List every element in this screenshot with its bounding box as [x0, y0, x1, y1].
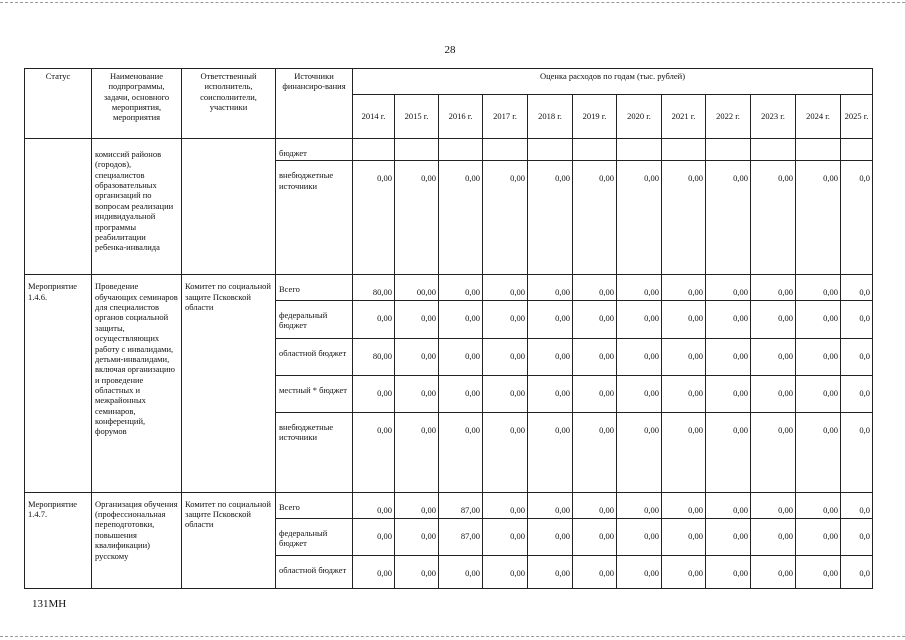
year-value-cell: 0,00: [662, 518, 706, 555]
year-value-cell: 0,00: [617, 161, 662, 275]
header-name: Наименование подпрограммы, задачи, основного мероприятия, мероприятия: [92, 69, 182, 139]
year-value-cell: 0,0: [841, 555, 873, 588]
year-value-cell: 0,00: [706, 275, 751, 300]
row-funding-source: Всего: [276, 275, 353, 300]
year-value-cell: 0,00: [395, 518, 439, 555]
year-value-cell: 0,00: [439, 412, 483, 492]
year-value-cell: 0,00: [528, 338, 573, 375]
year-value-cell: 0,00: [395, 492, 439, 518]
year-value-cell: 0,00: [617, 412, 662, 492]
row-status: Мероприятие 1.4.7.: [25, 492, 92, 588]
row-status: Мероприятие 1.4.6.: [25, 275, 92, 492]
year-value-cell: 0,00: [617, 275, 662, 300]
row-activity-name: Проведение обучающих семинаров для специалистов органов социальной защиты, осуществляющих работу с инвалидами, детьми-инвалидами, включая организацию и проведение областных и межрайонных семинаров, конференций, форумов: [92, 275, 182, 492]
year-value-cell: 0,00: [483, 338, 528, 375]
row-activity-name: Организация обучения (профессиональная переподготовки, повышения квалификации) русскому: [92, 492, 182, 588]
year-value-cell: 0,00: [662, 492, 706, 518]
year-value-cell: 0,00: [796, 338, 841, 375]
year-value-cell: 0,00: [528, 518, 573, 555]
year-value-cell: 0,00: [395, 412, 439, 492]
year-value-cell: 0,00: [528, 161, 573, 275]
year-value-cell: 0,00: [796, 375, 841, 412]
year-value-cell: 0,0: [841, 161, 873, 275]
row-responsible: Комитет по социальной защите Псковской области: [182, 275, 276, 492]
table-row: [25, 275, 873, 300]
year-value-cell: 0,00: [353, 412, 395, 492]
year-value-cell: 00,00: [395, 275, 439, 300]
year-value-cell: 0,00: [617, 492, 662, 518]
row-activity-name: комиссий районов (городов), специалистов образовательных организаций по вопросам реализации индивидуальной программы реабилитации ребенка-инвалида: [92, 139, 182, 275]
year-value-cell: [483, 139, 528, 161]
year-value-cell: 0,00: [751, 412, 796, 492]
year-value-cell: 0,00: [796, 161, 841, 275]
year-value-cell: 0,00: [751, 555, 796, 588]
row-funding-source: местный * бюджет: [276, 375, 353, 412]
scan-top-edge: [0, 2, 905, 3]
year-value-cell: 0,00: [796, 300, 841, 338]
year-value-cell: 0,00: [439, 555, 483, 588]
scan-bottom-edge: [0, 636, 905, 637]
year-value-cell: 0,00: [617, 375, 662, 412]
year-value-cell: 0,00: [617, 300, 662, 338]
year-value-cell: 87,00: [439, 518, 483, 555]
row-funding-source: федеральный бюджет: [276, 518, 353, 555]
year-value-cell: 0,00: [395, 338, 439, 375]
row-responsible: Комитет по социальной защите Псковской области: [182, 492, 276, 588]
year-value-cell: 0,00: [483, 412, 528, 492]
year-value-cell: 0,00: [439, 300, 483, 338]
year-value-cell: 80,00: [353, 338, 395, 375]
year-value-cell: 0,00: [751, 275, 796, 300]
year-value-cell: 0,00: [483, 555, 528, 588]
year-value-cell: 0,0: [841, 275, 873, 300]
year-value-cell: 0,00: [353, 518, 395, 555]
year-value-cell: [617, 139, 662, 161]
page-number: 28: [444, 44, 456, 56]
year-value-cell: 0,00: [573, 555, 617, 588]
year-header: 2018 г.: [528, 95, 573, 139]
year-value-cell: 0,00: [662, 555, 706, 588]
year-value-cell: [706, 139, 751, 161]
year-header: 2021 г.: [662, 95, 706, 139]
year-value-cell: 0,00: [528, 375, 573, 412]
year-value-cell: 0,00: [353, 375, 395, 412]
year-value-cell: 0,00: [662, 375, 706, 412]
year-value-cell: 0,00: [353, 492, 395, 518]
year-value-cell: 0,00: [395, 555, 439, 588]
year-value-cell: 0,00: [706, 161, 751, 275]
year-value-cell: 0,00: [353, 161, 395, 275]
year-value-cell: 0,00: [573, 275, 617, 300]
table-body: [25, 139, 873, 589]
year-value-cell: 0,00: [706, 518, 751, 555]
year-header: 2020 г.: [617, 95, 662, 139]
row-funding-source: Всего: [276, 492, 353, 518]
year-value-cell: 0,00: [573, 300, 617, 338]
year-value-cell: 0,00: [796, 555, 841, 588]
header-sources: Источники финансиро-вания: [276, 69, 353, 139]
year-value-cell: 0,0: [841, 492, 873, 518]
footer-code: 131МН: [32, 598, 67, 610]
year-value-cell: 0,0: [841, 375, 873, 412]
year-value-cell: [751, 139, 796, 161]
row-responsible: [182, 139, 276, 275]
year-value-cell: 0,00: [483, 518, 528, 555]
year-value-cell: 0,00: [439, 375, 483, 412]
year-value-cell: 0,00: [662, 275, 706, 300]
year-value-cell: [395, 139, 439, 161]
year-value-cell: 0,00: [483, 300, 528, 338]
year-value-cell: 0,00: [617, 518, 662, 555]
year-value-cell: 0,0: [841, 338, 873, 375]
header-responsible: Ответственный исполнитель, соисполнители, участники: [182, 69, 276, 139]
year-value-cell: 0,00: [395, 375, 439, 412]
year-value-cell: 0,00: [395, 161, 439, 275]
year-value-cell: 0,00: [751, 492, 796, 518]
header-status: Статус: [25, 69, 92, 139]
year-header: 2024 г.: [796, 95, 841, 139]
year-value-cell: 0,00: [796, 275, 841, 300]
year-value-cell: 0,00: [528, 275, 573, 300]
year-value-cell: 0,00: [751, 518, 796, 555]
year-value-cell: 0,00: [483, 161, 528, 275]
table-row: [25, 139, 873, 161]
year-value-cell: 0,00: [706, 492, 751, 518]
year-value-cell: 0,00: [528, 300, 573, 338]
year-value-cell: [573, 139, 617, 161]
year-value-cell: 0,00: [573, 518, 617, 555]
row-funding-source: бюджет: [276, 139, 353, 161]
row-funding-source: внебюджетные источники: [276, 412, 353, 492]
year-value-cell: 0,00: [528, 555, 573, 588]
header-estimate: Оценка расходов по годам (тыс. рублей): [353, 69, 873, 95]
row-funding-source: внебюджетные источники: [276, 161, 353, 275]
year-value-cell: 0,00: [573, 412, 617, 492]
year-value-cell: [439, 139, 483, 161]
year-value-cell: 0,00: [617, 338, 662, 375]
year-value-cell: 0,00: [439, 161, 483, 275]
year-value-cell: 0,00: [706, 300, 751, 338]
year-value-cell: 0,00: [617, 555, 662, 588]
expenditure-table: [24, 68, 873, 589]
year-value-cell: 0,00: [662, 161, 706, 275]
year-header: 2023 г.: [751, 95, 796, 139]
year-value-cell: 0,00: [662, 338, 706, 375]
header-row-top: [25, 69, 873, 95]
year-value-cell: 0,00: [796, 518, 841, 555]
row-funding-source: федеральный бюджет: [276, 300, 353, 338]
row-funding-source: областной бюджет: [276, 338, 353, 375]
year-value-cell: [353, 139, 395, 161]
row-status: [25, 139, 92, 275]
row-funding-source: областной бюджет: [276, 555, 353, 588]
year-value-cell: 0,0: [841, 518, 873, 555]
year-value-cell: 0,00: [796, 412, 841, 492]
year-value-cell: 0,00: [573, 492, 617, 518]
year-value-cell: 0,00: [353, 300, 395, 338]
year-header: 2025 г.: [841, 95, 873, 139]
year-value-cell: 0,00: [483, 275, 528, 300]
year-value-cell: 0,00: [573, 375, 617, 412]
year-value-cell: 0,00: [662, 412, 706, 492]
year-value-cell: 0,00: [751, 300, 796, 338]
year-value-cell: 0,00: [706, 412, 751, 492]
year-header: 2022 г.: [706, 95, 751, 139]
year-value-cell: 0,00: [395, 300, 439, 338]
year-header: 2019 г.: [573, 95, 617, 139]
year-value-cell: 0,00: [796, 492, 841, 518]
year-value-cell: 0,00: [528, 492, 573, 518]
year-value-cell: 0,00: [706, 555, 751, 588]
year-value-cell: 0,00: [573, 338, 617, 375]
year-value-cell: [796, 139, 841, 161]
year-header: 2016 г.: [439, 95, 483, 139]
year-value-cell: 0,00: [483, 492, 528, 518]
year-value-cell: [662, 139, 706, 161]
year-value-cell: 0,00: [751, 375, 796, 412]
table-row: [25, 492, 873, 518]
year-value-cell: 0,00: [573, 161, 617, 275]
year-value-cell: 0,0: [841, 412, 873, 492]
year-value-cell: [841, 139, 873, 161]
year-value-cell: 0,00: [706, 338, 751, 375]
year-value-cell: 0,00: [439, 275, 483, 300]
year-value-cell: 0,0: [841, 300, 873, 338]
year-value-cell: 0,00: [751, 161, 796, 275]
year-value-cell: 80,00: [353, 275, 395, 300]
year-header: 2014 г.: [353, 95, 395, 139]
year-header: 2017 г.: [483, 95, 528, 139]
year-value-cell: 0,00: [706, 375, 751, 412]
year-value-cell: 0,00: [528, 412, 573, 492]
year-value-cell: 0,00: [662, 300, 706, 338]
year-value-cell: 0,00: [439, 338, 483, 375]
year-value-cell: 87,00: [439, 492, 483, 518]
year-value-cell: 0,00: [751, 338, 796, 375]
year-value-cell: 0,00: [353, 555, 395, 588]
year-value-cell: 0,00: [483, 375, 528, 412]
year-header: 2015 г.: [395, 95, 439, 139]
year-value-cell: [528, 139, 573, 161]
